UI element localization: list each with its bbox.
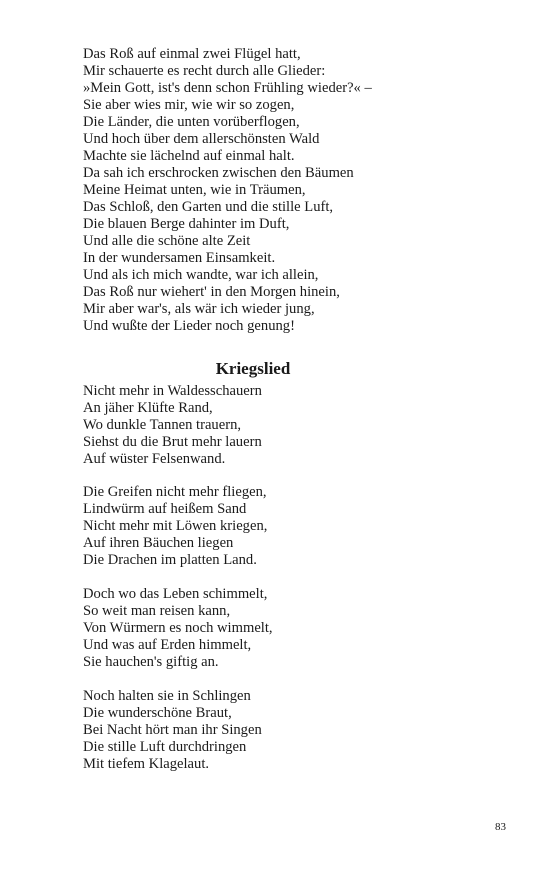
verse-line: Und wußte der Lieder noch genung! <box>83 318 295 334</box>
verse-line: So weit man reisen kann, <box>83 603 231 619</box>
verse-line: Auf wüster Felsenwand. <box>83 451 226 467</box>
verse-line: Die Greifen nicht mehr fliegen, <box>83 484 267 500</box>
verse-line: Die stille Luft durchdringen <box>83 739 247 755</box>
stanza-1 <box>83 383 483 468</box>
verse-line: In der wundersamen Einsamkeit. <box>83 250 276 266</box>
verse-line: Bei Nacht hört man ihr Singen <box>83 722 262 738</box>
verse-line: Noch halten sie in Schlingen <box>83 688 251 704</box>
verse-line: Da sah ich erschrocken zwischen den Bäumen <box>83 165 354 181</box>
poem-title: Kriegslied <box>215 359 291 378</box>
stanza-4 <box>83 688 483 773</box>
verse-line: Und hoch über dem allerschönsten Wald <box>83 131 320 147</box>
verse-line: Doch wo das Leben schimmelt, <box>83 586 268 602</box>
verse-line: Sie hauchen's giftig an. <box>83 654 219 670</box>
verse-line: Und alle die schöne alte Zeit <box>83 233 251 249</box>
verse-line: »Mein Gott, ist's denn schon Frühling wieder?« – <box>83 80 372 96</box>
verse-line: Wo dunkle Tannen trauern, <box>83 417 242 433</box>
previous-poem-ending <box>83 46 483 335</box>
verse-line: Von Würmern es noch wimmelt, <box>83 620 273 636</box>
verse-line: Sie aber wies mir, wie wir so zogen, <box>83 97 295 113</box>
verse-line: Das Schloß, den Garten und die stille Luft, <box>83 199 334 215</box>
verse-line: Mir schauerte es recht durch alle Glieder: <box>83 63 326 79</box>
verse-line: Auf ihren Bäuchen liegen <box>83 535 234 551</box>
verse-line: Nicht mehr in Waldesschauern <box>83 383 262 399</box>
verse-line: Lindwürm auf heißem Sand <box>83 501 247 517</box>
verse-line: Nicht mehr mit Löwen kriegen, <box>83 518 268 534</box>
verse-line: Die blauen Berge dahinter im Duft, <box>83 216 290 232</box>
verse-line: Und was auf Erden himmelt, <box>83 637 252 653</box>
verse-line: Siehst du die Brut mehr lauern <box>83 434 262 450</box>
stanza-2 <box>83 484 483 569</box>
page-number: 83 <box>495 821 506 833</box>
verse-line: Machte sie lächelnd auf einmal halt. <box>83 148 295 164</box>
verse-line: Meine Heimat unten, wie in Träumen, <box>83 182 306 198</box>
verse-line: Die wunderschöne Braut, <box>83 705 232 721</box>
verse-line: Das Roß nur wiehert' in den Morgen hinein, <box>83 284 340 300</box>
verse-line: An jäher Klüfte Rand, <box>83 400 213 416</box>
verse-line: Das Roß auf einmal zwei Flügel hatt, <box>83 46 301 62</box>
verse-line: Die Drachen im platten Land. <box>83 552 257 568</box>
verse-line: Und als ich mich wandte, war ich allein, <box>83 267 319 283</box>
verse-line: Mit tiefem Klagelaut. <box>83 756 210 772</box>
verse-line: Mir aber war's, als wär ich wieder jung, <box>83 301 315 317</box>
verse-line: Die Länder, die unten vorüberflogen, <box>83 114 300 130</box>
stanza-3 <box>83 586 483 671</box>
